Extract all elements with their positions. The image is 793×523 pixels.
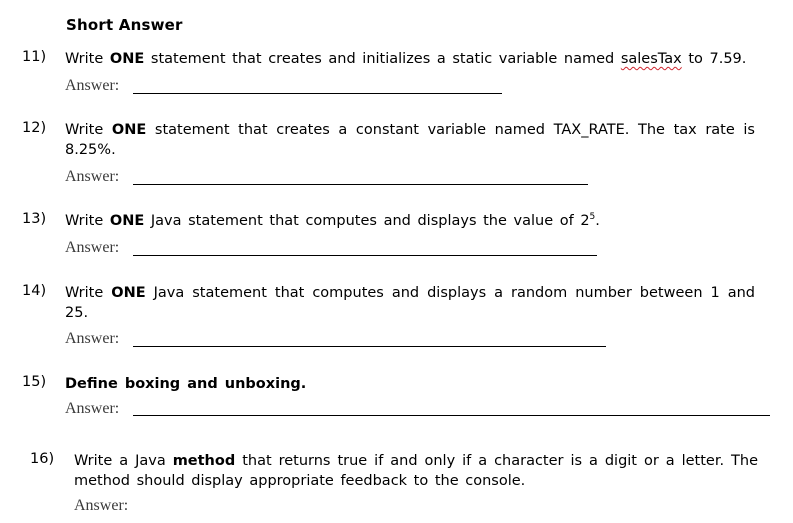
answer-label: Answer:	[65, 77, 120, 94]
question-text-part: to 7.59.	[681, 51, 747, 67]
spellcheck-flagged-word: salesTax	[620, 51, 682, 67]
question-text-part: .	[595, 213, 600, 229]
question-text-part: Write	[65, 285, 112, 301]
question-text: Define boxing and unboxing.	[65, 376, 307, 392]
question-text-part: statement that creates and initializes a static variable named	[144, 51, 621, 67]
question-number: 12)	[22, 120, 47, 136]
question-number: 11)	[22, 49, 47, 65]
question-text	[65, 120, 755, 160]
question-text-part: Java statement that computes and displays a random number between 1 and 25.	[65, 285, 755, 321]
question-number: 13)	[22, 211, 47, 227]
emphasis-text: method	[172, 453, 236, 469]
question-text-part: Java statement that computes and displays the value of 2	[144, 213, 590, 229]
question-text-part: that returns true if and only if a character is a digit or a letter. The method should display appropriate feedback to the console.	[74, 453, 759, 489]
answer-blank-line	[133, 93, 502, 94]
emphasis-text: ONE	[111, 285, 146, 301]
answer-label: Answer:	[65, 330, 120, 347]
question-number: 14)	[22, 283, 47, 299]
question-text-part: Write a Java	[74, 453, 173, 469]
question-text	[65, 211, 755, 231]
answer-label: Answer:	[65, 400, 120, 417]
question-number: 15)	[22, 374, 47, 390]
exponent: 5	[589, 212, 596, 222]
question-text-part: Write	[65, 213, 110, 229]
answer-blank-line	[133, 255, 597, 256]
section-title: Short Answer	[66, 16, 183, 34]
question-text	[65, 49, 755, 69]
answer-label: Answer:	[65, 168, 120, 185]
emphasis-text: ONE	[109, 213, 145, 229]
emphasis-text: ONE	[109, 51, 145, 67]
answer-blank-line	[133, 415, 770, 416]
question-text-part: Write	[65, 122, 112, 138]
emphasis-text: ONE	[111, 122, 147, 138]
question-text	[65, 283, 755, 323]
question-number: 16)	[30, 451, 55, 467]
answer-blank-line	[133, 346, 606, 347]
answer-label: Answer:	[65, 239, 120, 256]
answer-blank-line	[133, 184, 588, 185]
question-text-part: statement that creates a constant variable named TAX_RATE. The tax rate is 8.25%.	[65, 122, 755, 158]
question-text	[74, 451, 758, 491]
question-text-part: Write	[65, 51, 110, 67]
answer-label: Answer:	[74, 497, 129, 514]
